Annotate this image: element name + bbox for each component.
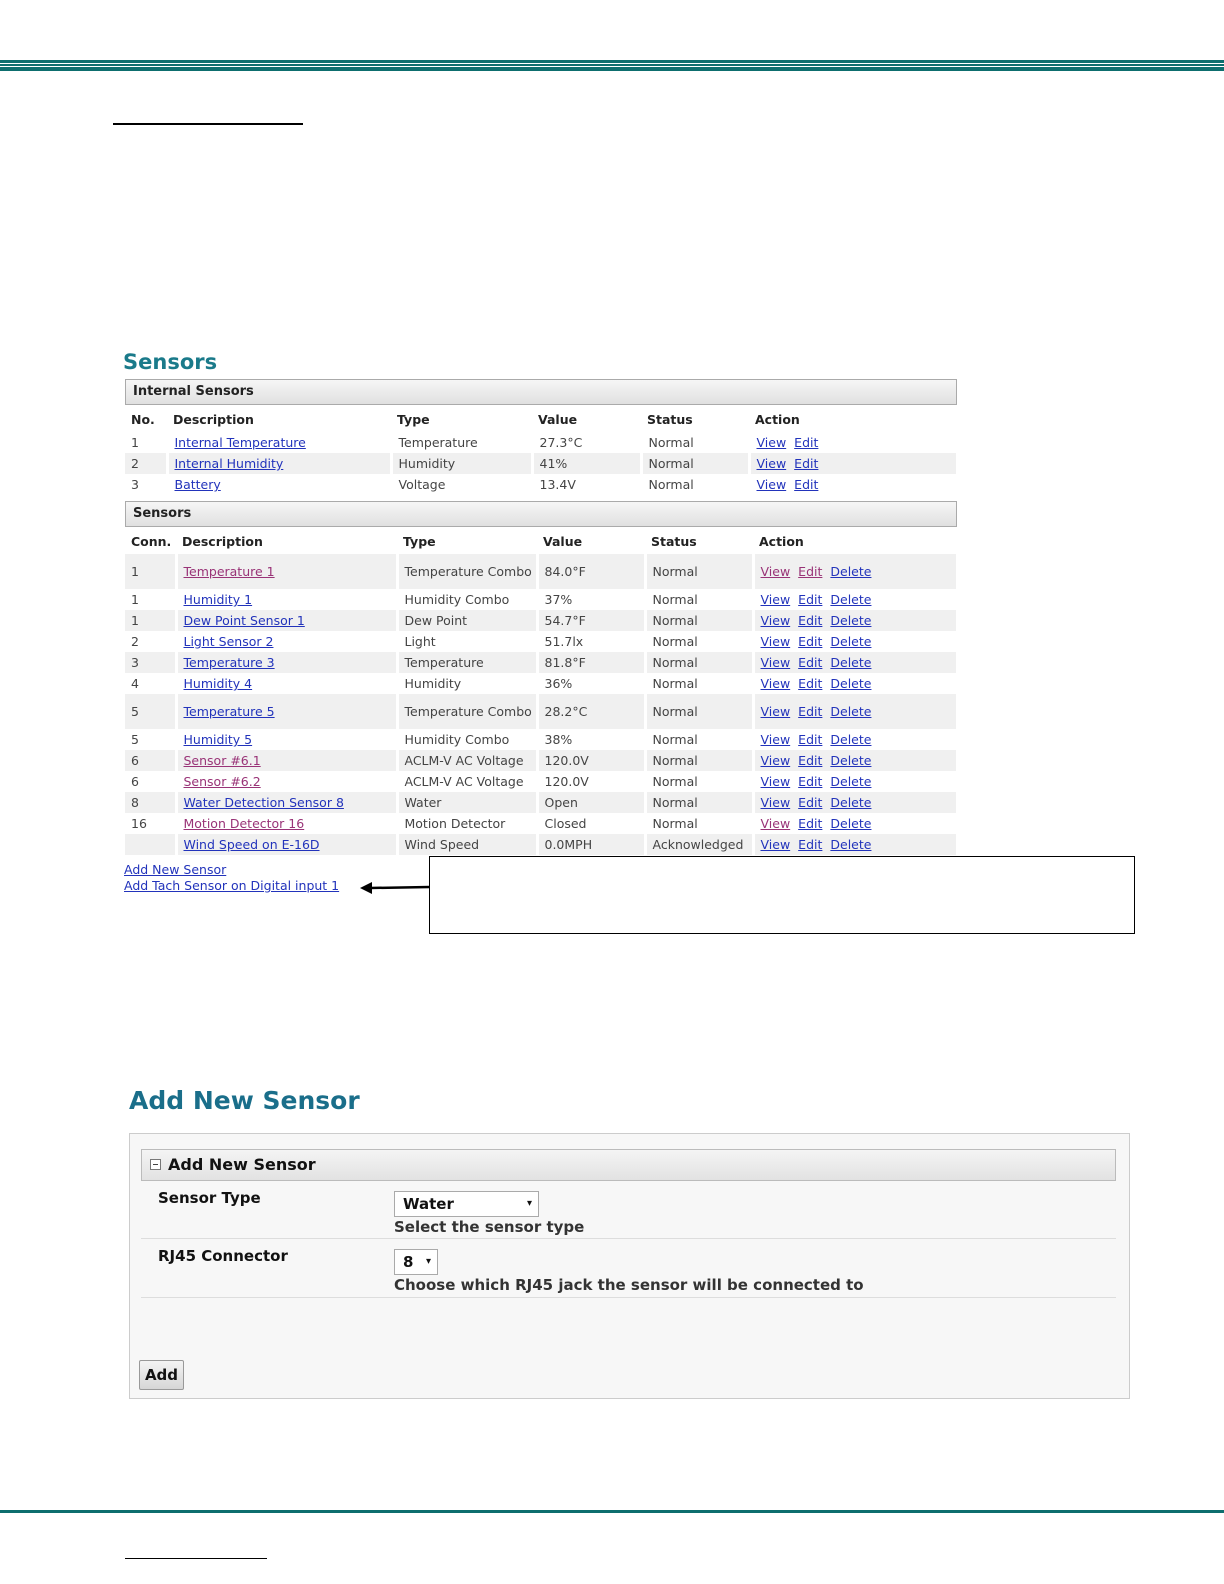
- sensor-description-link[interactable]: Motion Detector 16: [183, 816, 305, 831]
- rj45-connector-row: [141, 1239, 1116, 1298]
- dropdown-arrow-icon: ▾: [526, 1198, 532, 1209]
- row-description-cell: [176, 750, 397, 771]
- row-value: 120.0V: [537, 750, 645, 771]
- add-sensor-page-title: Add New Sensor: [129, 1086, 360, 1115]
- row-description-cell: [176, 834, 397, 855]
- delete-link[interactable]: Delete: [830, 613, 872, 628]
- row-value: 54.7°F: [537, 610, 645, 631]
- delete-link[interactable]: Delete: [830, 592, 872, 607]
- table-row: [125, 673, 957, 694]
- row-value: 37%: [537, 589, 645, 610]
- row-type: ACLM-V AC Voltage: [397, 771, 537, 792]
- row-type: ACLM-V AC Voltage: [397, 750, 537, 771]
- table-row: [125, 631, 957, 652]
- sensor-type-label: Sensor Type: [158, 1189, 261, 1207]
- sensor-type-hint: Select the sensor type: [394, 1218, 585, 1236]
- row-actions: [753, 694, 957, 729]
- delete-link[interactable]: Delete: [830, 753, 872, 768]
- view-link[interactable]: View: [760, 613, 791, 628]
- row-type: Water: [397, 792, 537, 813]
- row-connector: 5: [125, 729, 176, 750]
- row-status: Normal: [641, 453, 749, 474]
- row-description-cell: [167, 432, 391, 453]
- view-link[interactable]: View: [760, 816, 791, 831]
- row-connector: [125, 834, 176, 855]
- row-value: 28.2°C: [537, 694, 645, 729]
- row-value: 81.8°F: [537, 652, 645, 673]
- delete-link[interactable]: Delete: [830, 634, 872, 649]
- edit-link[interactable]: Edit: [798, 732, 823, 747]
- sensor-description-link[interactable]: Battery: [174, 477, 221, 492]
- edit-link[interactable]: Edit: [798, 634, 823, 649]
- row-description-cell: [167, 453, 391, 474]
- table-row: [125, 771, 957, 792]
- row-description-cell: [176, 610, 397, 631]
- sensor-description-link[interactable]: Wind Speed on E-16D: [183, 837, 320, 852]
- edit-link[interactable]: Edit: [798, 563, 823, 579]
- sensor-description-link[interactable]: Humidity 1: [183, 592, 253, 607]
- row-connector: 6: [125, 771, 176, 792]
- panel-header-label: Add New Sensor: [168, 1155, 316, 1174]
- view-link[interactable]: View: [760, 676, 791, 691]
- view-link[interactable]: View: [756, 435, 787, 450]
- row-connector: 4: [125, 673, 176, 694]
- delete-link[interactable]: Delete: [830, 703, 872, 719]
- row-status: Normal: [645, 750, 753, 771]
- column-header: Type: [403, 533, 436, 549]
- column-header: No.: [131, 411, 155, 427]
- rj45-connector-label: RJ45 Connector: [158, 1247, 288, 1265]
- sensor-description-link[interactable]: Temperature 1: [183, 563, 275, 579]
- edit-link[interactable]: Edit: [798, 795, 823, 810]
- sensors-table: [125, 528, 959, 855]
- footer-underline: [125, 1558, 267, 1559]
- header-rule: [0, 64, 1224, 66]
- row-connector: 3: [125, 652, 176, 673]
- row-status: Normal: [641, 474, 749, 495]
- row-actions: [753, 834, 957, 855]
- row-actions: [753, 729, 957, 750]
- row-type: Motion Detector: [397, 813, 537, 834]
- sensor-description-link[interactable]: Temperature 3: [183, 655, 275, 670]
- row-description-cell: [176, 729, 397, 750]
- edit-link[interactable]: Edit: [798, 837, 823, 852]
- row-description-cell: [176, 589, 397, 610]
- row-type: Temperature: [397, 652, 537, 673]
- column-header: Type: [397, 411, 430, 427]
- row-connector: 16: [125, 813, 176, 834]
- delete-link[interactable]: Delete: [830, 655, 872, 670]
- edit-link[interactable]: Edit: [798, 613, 823, 628]
- row-actions: [753, 652, 957, 673]
- row-status: Normal: [645, 813, 753, 834]
- view-link[interactable]: View: [760, 563, 791, 579]
- callout-box: [429, 856, 1135, 934]
- row-type: Temperature: [391, 432, 532, 453]
- delete-link[interactable]: Delete: [830, 816, 872, 831]
- rj45-connector-select[interactable]: [394, 1249, 438, 1275]
- collapse-icon[interactable]: [150, 1159, 161, 1170]
- row-value: 38%: [537, 729, 645, 750]
- row-description-cell: [176, 631, 397, 652]
- table-row: [125, 813, 957, 834]
- view-link[interactable]: View: [760, 655, 791, 670]
- row-status: Acknowledged: [645, 834, 753, 855]
- edit-link[interactable]: Edit: [798, 676, 823, 691]
- row-connector: 1: [125, 610, 176, 631]
- edit-link[interactable]: Edit: [798, 816, 823, 831]
- row-type: Wind Speed: [397, 834, 537, 855]
- table-row: [125, 652, 957, 673]
- row-type: Humidity Combo: [397, 589, 537, 610]
- row-description-cell: [176, 792, 397, 813]
- table-row: [125, 474, 957, 495]
- row-status: Normal: [645, 554, 753, 589]
- table-row: [125, 554, 957, 589]
- row-status: Normal: [645, 771, 753, 792]
- row-description-cell: [176, 771, 397, 792]
- table-row: [125, 589, 957, 610]
- row-value: Open: [537, 792, 645, 813]
- add-sensor-panel: [129, 1133, 1130, 1399]
- sensor-type-value: Water: [403, 1195, 454, 1213]
- rj45-connector-value: 8: [403, 1253, 414, 1271]
- row-status: Normal: [641, 432, 749, 453]
- row-description-cell: [176, 694, 397, 729]
- edit-link[interactable]: Edit: [798, 703, 823, 719]
- row-type: Light: [397, 631, 537, 652]
- row-value: 120.0V: [537, 771, 645, 792]
- row-connector: 1: [125, 589, 176, 610]
- footer-rule: [0, 1510, 1224, 1513]
- sensor-type-row: [141, 1181, 1116, 1239]
- column-header: Description: [173, 411, 254, 427]
- row-value: 84.0°F: [537, 554, 645, 589]
- table-row: [125, 729, 957, 750]
- sensor-description-link[interactable]: Water Detection Sensor 8: [183, 795, 344, 810]
- row-type: Dew Point: [397, 610, 537, 631]
- row-value: 13.4V: [532, 474, 641, 495]
- column-header: Value: [538, 411, 578, 427]
- table-row: [125, 432, 957, 453]
- sensor-description-link[interactable]: Sensor #6.2: [183, 774, 261, 789]
- sensor-description-link[interactable]: Humidity 4: [183, 676, 253, 691]
- row-actions: [753, 610, 957, 631]
- internal-sensors-table: [125, 406, 959, 495]
- edit-link[interactable]: Edit: [798, 592, 823, 607]
- sensors-section-header: Sensors: [125, 501, 957, 527]
- sensor-description-link[interactable]: Internal Temperature: [174, 435, 306, 450]
- table-row: [125, 750, 957, 771]
- add-button[interactable]: Add: [139, 1360, 184, 1390]
- row-description-cell: [176, 813, 397, 834]
- sensor-type-select[interactable]: [394, 1191, 539, 1217]
- row-value: 36%: [537, 673, 645, 694]
- row-connector: 5: [125, 694, 176, 729]
- row-status: Normal: [645, 792, 753, 813]
- row-description-cell: [167, 474, 391, 495]
- delete-link[interactable]: Delete: [830, 795, 872, 810]
- table-row: [125, 694, 957, 729]
- column-header: Status: [647, 411, 693, 427]
- column-header: Conn.: [131, 533, 172, 549]
- view-link[interactable]: View: [760, 753, 791, 768]
- view-link[interactable]: View: [760, 634, 791, 649]
- row-type: Humidity: [397, 673, 537, 694]
- table-row: [125, 834, 957, 855]
- row-status: Normal: [645, 652, 753, 673]
- row-description-cell: [176, 554, 397, 589]
- edit-link[interactable]: Edit: [798, 655, 823, 670]
- sensor-description-link[interactable]: Dew Point Sensor 1: [183, 613, 305, 628]
- row-value: 41%: [532, 453, 641, 474]
- row-actions: [753, 589, 957, 610]
- row-actions: [753, 813, 957, 834]
- header-rule: [0, 60, 1224, 63]
- column-header: Value: [543, 533, 583, 549]
- row-connector: 1: [125, 554, 176, 589]
- row-status: Normal: [645, 610, 753, 631]
- dropdown-arrow-icon: ▾: [425, 1256, 431, 1267]
- row-description-cell: [176, 652, 397, 673]
- row-actions: [753, 673, 957, 694]
- row-type: Temperature Combo: [397, 694, 537, 729]
- delete-link[interactable]: Delete: [830, 774, 872, 789]
- row-connector: 8: [125, 792, 176, 813]
- row-actions: [753, 792, 957, 813]
- sensor-description-link[interactable]: Internal Humidity: [174, 456, 284, 471]
- sensor-description-link[interactable]: Sensor #6.1: [183, 753, 261, 768]
- column-header: Action: [759, 533, 804, 549]
- view-link[interactable]: View: [760, 795, 791, 810]
- row-actions: [753, 554, 957, 589]
- view-link[interactable]: View: [760, 592, 791, 607]
- row-status: Normal: [645, 694, 753, 729]
- row-actions: [753, 631, 957, 652]
- row-actions: [753, 771, 957, 792]
- delete-link[interactable]: Delete: [830, 563, 872, 579]
- view-link[interactable]: View: [760, 774, 791, 789]
- add-tach-sensor-link[interactable]: Add Tach Sensor on Digital input 1: [124, 878, 340, 893]
- internal-sensors-section-header: Internal Sensors: [125, 379, 957, 405]
- column-header: Action: [755, 411, 800, 427]
- add-sensor-panel-header[interactable]: [141, 1149, 1116, 1181]
- row-connector: 2: [125, 631, 176, 652]
- row-value: Closed: [537, 813, 645, 834]
- row-value: 0.0MPH: [537, 834, 645, 855]
- row-status: Normal: [645, 673, 753, 694]
- view-link[interactable]: View: [756, 456, 787, 471]
- row-actions: [753, 750, 957, 771]
- row-actions: [749, 474, 957, 495]
- sensors-page-title: Sensors: [123, 350, 218, 374]
- rj45-connector-hint: Choose which RJ45 jack the sensor will be connected to: [394, 1276, 864, 1294]
- edit-link[interactable]: Edit: [798, 753, 823, 768]
- row-type: Humidity: [391, 453, 532, 474]
- delete-link[interactable]: Delete: [830, 676, 872, 691]
- callout-arrow-icon: [358, 880, 433, 896]
- sensor-description-link[interactable]: Humidity 5: [183, 732, 253, 747]
- row-description-cell: [176, 673, 397, 694]
- sensors-screenshot: [118, 338, 968, 858]
- view-link[interactable]: View: [760, 837, 791, 852]
- table-row: [125, 453, 957, 474]
- row-number: 2: [125, 453, 167, 474]
- row-number: 3: [125, 474, 167, 495]
- sensor-description-link[interactable]: Light Sensor 2: [183, 634, 274, 649]
- view-link[interactable]: View: [760, 703, 791, 719]
- sensor-description-link[interactable]: Temperature 5: [183, 703, 275, 719]
- row-value: 51.7lx: [537, 631, 645, 652]
- row-actions: [749, 453, 957, 474]
- row-status: Normal: [645, 631, 753, 652]
- row-actions: [749, 432, 957, 453]
- row-type: Voltage: [391, 474, 532, 495]
- table-row: [125, 610, 957, 631]
- row-type: Humidity Combo: [397, 729, 537, 750]
- row-type: Temperature Combo: [397, 554, 537, 589]
- delete-link[interactable]: Delete: [830, 732, 872, 747]
- add-new-sensor-link[interactable]: Add New Sensor: [124, 862, 227, 877]
- edit-link[interactable]: Edit: [798, 774, 823, 789]
- column-header: Description: [182, 533, 263, 549]
- edit-link[interactable]: Edit: [794, 456, 819, 471]
- section-title-underline: [113, 123, 303, 125]
- row-number: 1: [125, 432, 167, 453]
- view-link[interactable]: View: [760, 732, 791, 747]
- row-value: 27.3°C: [532, 432, 641, 453]
- row-connector: 6: [125, 750, 176, 771]
- row-status: Normal: [645, 729, 753, 750]
- header-rule: [0, 67, 1224, 71]
- column-header: Status: [651, 533, 697, 549]
- table-row: [125, 792, 957, 813]
- delete-link[interactable]: Delete: [830, 837, 872, 852]
- edit-link[interactable]: Edit: [794, 477, 819, 492]
- edit-link[interactable]: Edit: [794, 435, 819, 450]
- sensor-page-bottom-links: [124, 862, 339, 894]
- row-status: Normal: [645, 589, 753, 610]
- view-link[interactable]: View: [756, 477, 787, 492]
